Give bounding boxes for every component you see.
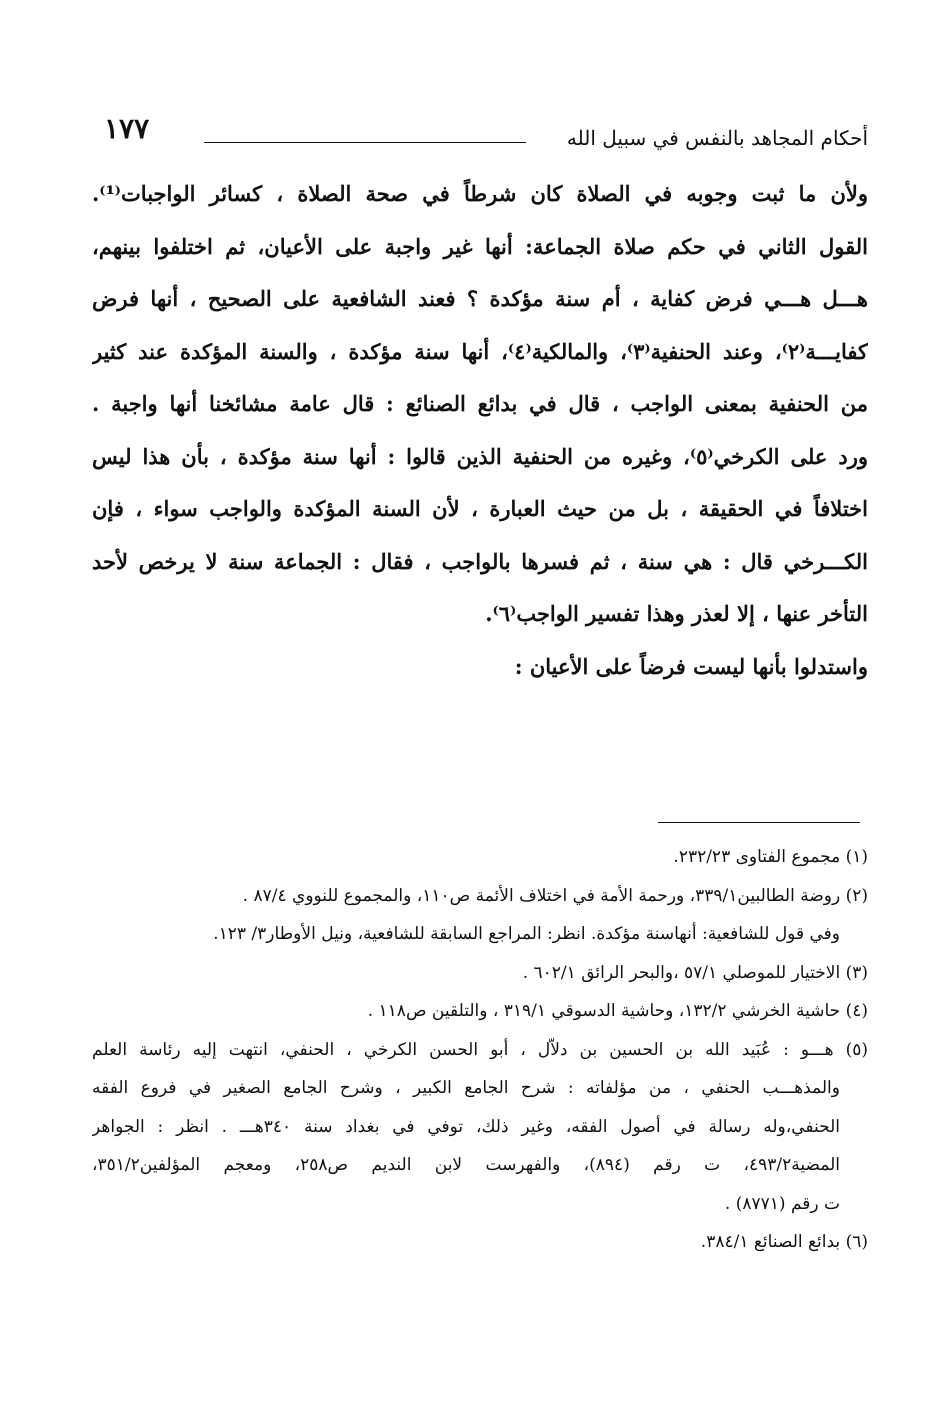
running-title: أحكام المجاهد بالنفس في سبيل الله (566, 126, 868, 150)
header-rule (204, 142, 526, 143)
footnote-line: (١) مجموع الفتاوى ٢٣٢/٢٣. (673, 847, 868, 867)
footnote-line: (٦) بدائع الصنائع ٣٨٤/١. (700, 1232, 868, 1252)
body-line: ورد على الكرخي⁽٥⁾، وغيره من الحنفية الذين قالوا : أنها سنة مؤكدة ، بأن هذا ليس (92, 443, 868, 469)
page-header (92, 112, 868, 156)
footnote-line: (٤) حاشية الخرشي ١٣٢/٢، وحاشية الدسوقي ٣١٩/١ ، والتلقين ص١١٨ . (367, 1001, 868, 1021)
main-text (92, 168, 868, 693)
body-line: التأخر عنها ، إلا لعذر وهذا تفسير الواجب⁽٦⁾. (485, 601, 868, 626)
body-line: القول الثاني في حكم صلاة الجماعة: أنها غير واجبة على الأعيان، ثم اختلفوا بينهم، (92, 233, 868, 259)
body-line: ولأن ما ثبت وجوبه في الصلاة كان شرطاً في صحة الصلاة ، كسائر الواجبات⁽¹⁾. (92, 181, 868, 206)
body-line: واستدلوا بأنها ليست فرضاً على الأعيان : (514, 653, 868, 679)
footnote-line: المضية٤٩٣/٢، ت رقم (٨٩٤)، والفهرست لابن النديم ص٢٥٨، ومعجم المؤلفين٣٥١/٢، (92, 1155, 840, 1175)
footnote-line: (٣) الاختيار للموصلي ٥٧/١ ،والبحر الرائق ٦٠٢/١ . (522, 962, 868, 983)
footnote-line: ت رقم (٨٧٧١) . (724, 1193, 840, 1214)
body-line: هـــل هـــي فرض كفاية ، أم سنة مؤكدة ؟ فعند الشافعية على الصحيح ، أنها فرض (92, 286, 868, 311)
footnotes (92, 838, 868, 1262)
footnote-separator (658, 822, 860, 823)
footnote-line: (٢) روضة الطالبين٣٣٩/١، ورحمة الأمة في اختلاف الأئمة ص١١٠، والمجموع للنووي ٨٧/٤ . (242, 885, 868, 906)
body-line: اختلافاً في الحقيقة ، بل من حيث العبارة ، لأن السنة المؤكدة والواجب سواء ، فإن (92, 496, 868, 521)
footnote-line: وفي قول للشافعية: أنهاسنة مؤكدة. انظر: المراجع السابقة للشافعية، ونيل الأوطار٣/ ١٢٣. (213, 924, 840, 944)
footnote-line: والمذهـــب الحنفي ، من مؤلفاته : شرح الجامع الكبير ، وشرح الجامع الصغير في فروع الفقه (92, 1078, 840, 1098)
page-number: ١٧٧ (104, 112, 150, 145)
footnote-line: الحنفي،وله رسالة في أصول الفقه، وغير ذلك، توفي في بغداد سنة ٣٤٠هـــ . انظر : الجواهر (92, 1116, 840, 1137)
body-line: من الحنفية بمعنى الواجب ، قال في بدائع الصنائع : قال عامة مشائخنا أنها واجبة . (92, 391, 868, 416)
body-line: كفايـــة⁽٢⁾، وعند الحنفية⁽٣⁾، والمالكية⁽٤⁾، أنها سنة مؤكدة ، والسنة المؤكدة عند كثير (92, 338, 868, 364)
footnote-line: (٥) هـــو : عُبَيد الله بن الحسين بن دلاّل ، أبو الحسن الكرخي ، الحنفي، انتهت إليه رئاسة العلم (92, 1039, 868, 1060)
body-line: الكـــرخي قال : هي سنة ، ثم فسرها بالواجب ، فقال : الجماعة سنة لا يرخص لأحد (92, 548, 868, 574)
